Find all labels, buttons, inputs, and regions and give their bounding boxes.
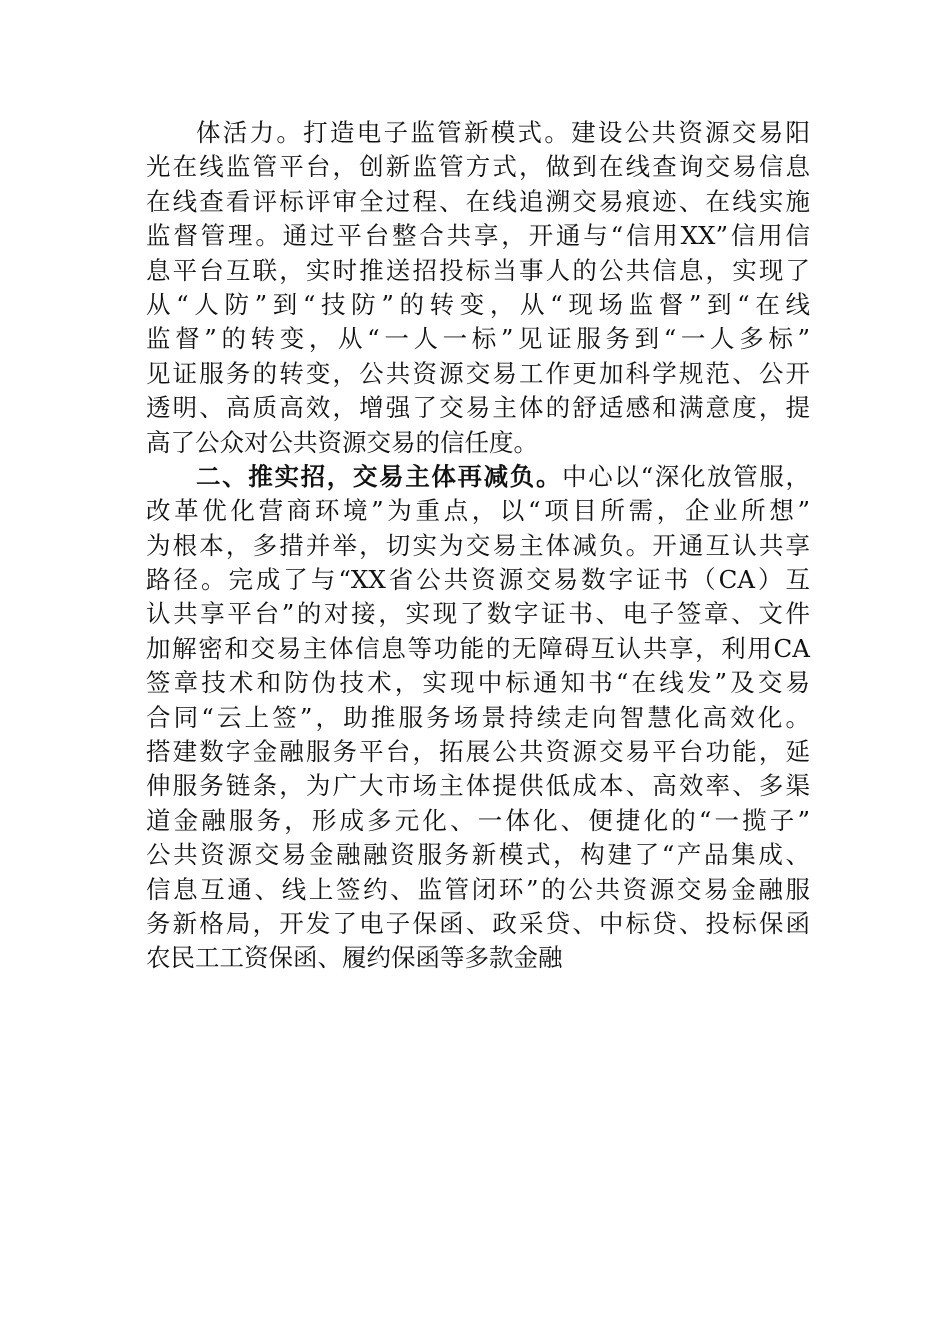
- paragraph-2-line: 农民工工资保函、履约保函等多款金融: [146, 943, 563, 973]
- paragraph-1-line: 监督管理。通过平台整合共享，开通与“信用XX”信用信: [146, 221, 810, 251]
- paragraph-2-line: 加解密和交易主体信息等功能的无障碍互认共享，利用CA: [146, 633, 810, 663]
- paragraph-2-first-line-rest: 中心以“深化放管服，: [562, 461, 811, 491]
- body-text: [146, 116, 810, 976]
- paragraph-2-line: 认共享平台”的对接，实现了数字证书、电子签章、文件: [146, 599, 810, 629]
- paragraph-2-line: 道金融服务，形成多元化、一体化、便捷化的“一揽子”: [146, 805, 810, 835]
- paragraph-1-line: 在线查看评标评审全过程、在线追溯交易痕迹、在线实施: [146, 186, 810, 216]
- paragraph-1-line: 见证服务的转变，公共资源交易工作更加科学规范、公开: [146, 358, 810, 388]
- paragraph-1-line: 透明、高质高效，增强了交易主体的舒适感和满意度，提: [146, 393, 810, 423]
- paragraph-1-line: 息平台互联，实时推送招投标当事人的公共信息，实现了: [146, 255, 810, 285]
- paragraph-2-line: 信息互通、线上签约、监管闭环”的公共资源交易金融服: [146, 874, 810, 904]
- paragraph-2-line: 路径。完成了与“XX省公共资源交易数字证书（CA）互: [146, 565, 810, 595]
- paragraph-2-line: 伸服务链条，为广大市场主体提供低成本、高效率、多渠: [146, 771, 810, 801]
- paragraph-2-line: 公共资源交易金融融资服务新模式，构建了“产品集成、: [146, 840, 810, 870]
- paragraph-2-line: 为根本，多措并举，切实为交易主体减负。开通互认共享: [146, 530, 810, 560]
- paragraph-2-line: 务新格局，开发了电子保函、政采贷、中标贷、投标保函: [146, 908, 810, 938]
- paragraph-1-line: 高了公众对公共资源交易的信任度。: [146, 427, 538, 457]
- paragraph-2-line: 搭建数字金融服务平台，拓展公共资源交易平台功能，延: [146, 737, 810, 767]
- paragraph-2-line: 签章技术和防伪技术，实现中标通知书“在线发”及交易: [146, 668, 810, 698]
- paragraph-2-line: 合同“云上签”，助推服务场景持续走向智慧化高效化。: [146, 702, 810, 732]
- paragraph-2-line: 改革优化营商环境”为重点，以“项目所需，企业所想”: [146, 496, 810, 526]
- paragraph-1-line: 监督”的转变，从“一人一标”见证服务到“一人多标”: [146, 324, 810, 354]
- paragraph-2-first-line: [146, 460, 810, 494]
- paragraph-1-line: 体活力。打造电子监管新模式。建设公共资源交易阳: [196, 118, 810, 147]
- paragraph-1-line: 从“人防”到“技防”的转变，从“现场监督”到“在线: [146, 289, 810, 319]
- section-heading: 二、推实招，交易主体再减负。: [196, 461, 563, 491]
- paragraph-1-line: 光在线监管平台，创新监管方式，做到在线查询交易信息: [146, 152, 810, 182]
